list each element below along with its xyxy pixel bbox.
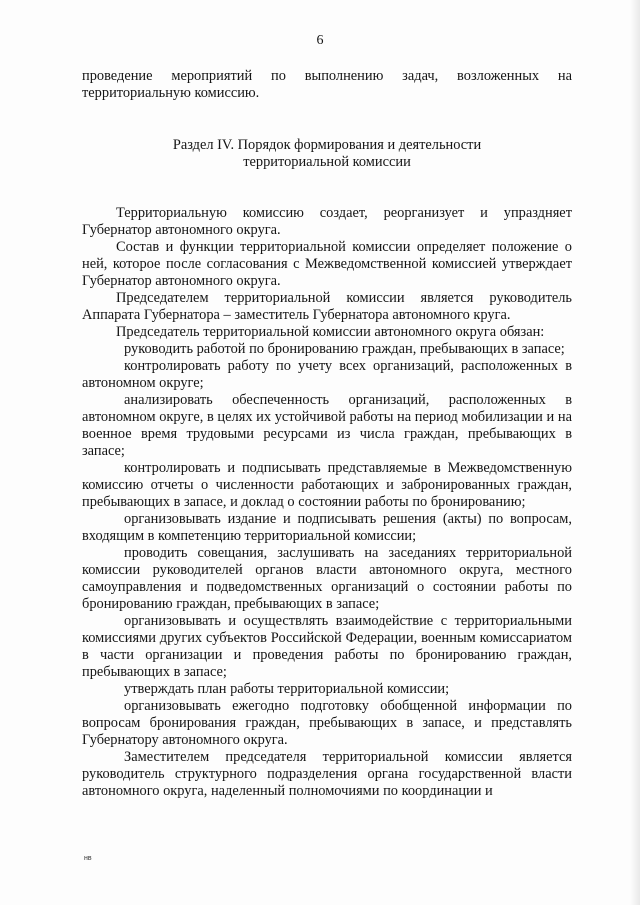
- duty-item: организовывать издание и подписывать решения (акты) по вопросам, входящим в компетенцию территориальной комиссии;: [82, 511, 572, 544]
- duty-item: руководить работой по бронированию граждан, пребывающих в запасе;: [124, 341, 565, 357]
- footer-mark: нв: [84, 855, 92, 862]
- duty-item: утверждать план работы территориальной комиссии;: [124, 681, 450, 697]
- duty-item: проводить совещания, заслушивать на заседаниях территориальной комиссии руководителей органов власти автономного округа, местного самоуправления и подведомственных организаций о состоянии работы по бронированию граждан, пребывающих в запасе;: [82, 545, 572, 612]
- intro-paragraph: проведение мероприятий по выполнению задач, возложенных на территориальную комиссию.: [82, 68, 572, 101]
- paragraph-3: Председателем территориальной комиссии является руководитель Аппарата Губернатора – заместитель Губернатора автономного круга.: [82, 290, 572, 323]
- duty-item: организовывать и осуществлять взаимодействие с территориальными комиссиями других субъектов Российской Федерации, военным комиссариатом в части организации и проведения работы по бронированию граждан, пребывающих в запасе;: [82, 613, 572, 680]
- duty-item: анализировать обеспеченность организаций, расположенных в автономном округе, в целях их устойчивой работы на период мобилизации и на военное время трудовыми ресурсами из числа граждан, пребывающих в запасе;: [82, 392, 572, 459]
- document-body: [82, 68, 572, 800]
- duty-item: контролировать и подписывать представляемые в Межведомственную комиссию отчеты о численности работающих и забронированных граждан, пребывающих в запасе, и доклад о состоянии работы по бронированию;: [82, 460, 572, 510]
- section-heading-line-1: Раздел IV. Порядок формирования и деятельности: [172, 137, 482, 153]
- paragraph-deputy: Заместителем председателя территориальной комиссии является руководитель структурного подразделения органа государственной власти автономного округа, наделенный полномочиями по координации и: [82, 749, 572, 799]
- paragraph-2: Состав и функции территориальной комиссии определяет положение о ней, которое после согласования с Межведомственной комиссией утверждает Губернатор автономного округа.: [82, 239, 572, 289]
- duty-item: контролировать работу по учету всех организаций, расположенных в автономном округе;: [82, 358, 572, 391]
- paragraph-4: Председатель территориальной комиссии автономного округа обязан:: [116, 324, 545, 340]
- section-heading-line-2: территориальной комиссии: [243, 154, 411, 170]
- paragraph-1: Территориальную комиссию создает, реорганизует и упраздняет Губернатор автономного округа.: [82, 205, 572, 238]
- page-number: 6: [316, 33, 324, 48]
- duty-item: организовывать ежегодно подготовку обобщенной информации по вопросам бронирования граждан, пребывающих в запасе, и представлять Губернатору автономного округа.: [82, 698, 572, 748]
- scan-edge-shadow: [630, 0, 640, 905]
- section-heading: [82, 137, 572, 171]
